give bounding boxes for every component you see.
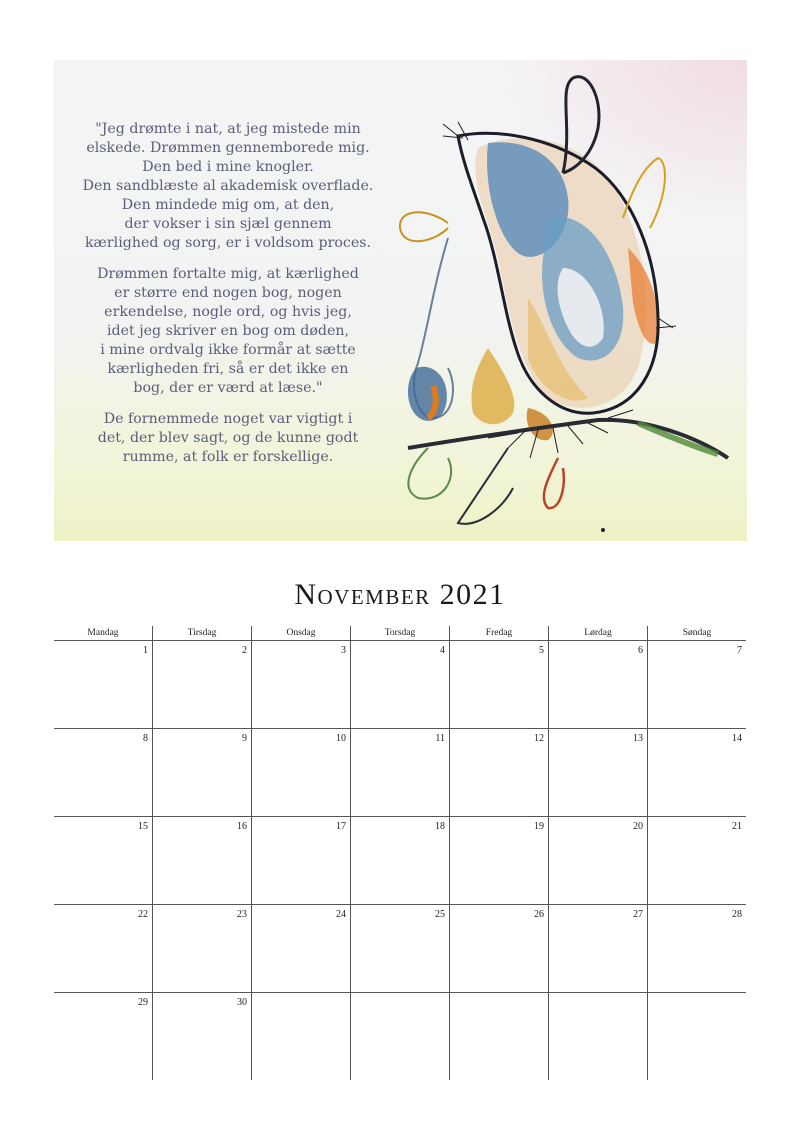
quote-line: bog, der er værd at læse."	[133, 380, 323, 396]
day-number: 17	[336, 821, 346, 832]
day-number: 27	[633, 909, 643, 920]
day-number: 10	[336, 733, 346, 744]
day-cell	[548, 641, 647, 728]
poem-quote	[70, 120, 386, 479]
day-number: 3	[341, 645, 346, 656]
day-cell	[251, 993, 350, 1080]
day-cell	[251, 905, 350, 992]
quote-line: "Jeg drømte i nat, at jeg mistede min	[95, 121, 361, 137]
weekday-label: Fredag	[449, 626, 548, 640]
day-cell	[647, 817, 746, 904]
quote-paragraph-3	[70, 410, 386, 467]
day-cell	[647, 993, 746, 1080]
day-cell	[54, 993, 152, 1080]
quote-paragraph-1	[70, 120, 386, 253]
day-cell	[449, 817, 548, 904]
quote-line: det, der blev sagt, og de kunne godt	[97, 430, 359, 446]
day-cell	[449, 905, 548, 992]
weekday-label: Søndag	[647, 626, 746, 640]
day-cell	[152, 641, 251, 728]
day-cell	[548, 729, 647, 816]
day-cell	[152, 993, 251, 1080]
day-number: 29	[138, 997, 148, 1008]
day-cell	[350, 817, 449, 904]
week-row	[54, 993, 746, 1080]
day-cell	[251, 641, 350, 728]
quote-line: rumme, at folk er forskellige.	[122, 449, 334, 465]
day-number: 13	[633, 733, 643, 744]
week-row	[54, 817, 746, 905]
day-number: 20	[633, 821, 643, 832]
calendar-body	[54, 640, 746, 1080]
day-cell	[152, 905, 251, 992]
quote-line: Drømmen fortalte mig, at kærlighed	[97, 266, 359, 282]
day-cell	[449, 641, 548, 728]
day-cell	[647, 641, 746, 728]
weekday-label: Lørdag	[548, 626, 647, 640]
day-number: 18	[435, 821, 445, 832]
quote-line: der vokser i sin sjæl gennem	[124, 216, 332, 232]
day-number: 9	[242, 733, 247, 744]
week-row	[54, 729, 746, 817]
calendar-grid	[54, 626, 746, 1080]
day-cell	[251, 729, 350, 816]
day-number: 2	[242, 645, 247, 656]
day-number: 14	[732, 733, 742, 744]
day-number: 5	[539, 645, 544, 656]
day-cell	[350, 905, 449, 992]
week-row	[54, 641, 746, 729]
day-cell	[54, 641, 152, 728]
day-cell	[350, 729, 449, 816]
quote-line: idet jeg skriver en bog om døden,	[106, 323, 350, 339]
day-cell	[251, 817, 350, 904]
day-number: 7	[737, 645, 742, 656]
weekday-header	[54, 626, 746, 640]
ink-watercolor-bird-painting	[388, 68, 748, 538]
day-number: 15	[138, 821, 148, 832]
day-cell	[152, 729, 251, 816]
day-cell	[449, 729, 548, 816]
weekday-label: Onsdag	[251, 626, 350, 640]
week-row	[54, 905, 746, 993]
day-cell	[350, 993, 449, 1080]
day-number: 1	[143, 645, 148, 656]
day-number: 28	[732, 909, 742, 920]
day-number: 6	[638, 645, 643, 656]
day-number: 4	[440, 645, 445, 656]
day-cell	[54, 817, 152, 904]
quote-line: Den bed i mine knogler.	[142, 159, 314, 175]
day-cell	[647, 905, 746, 992]
day-number: 30	[237, 997, 247, 1008]
day-cell	[152, 817, 251, 904]
day-cell	[350, 641, 449, 728]
day-cell	[54, 905, 152, 992]
day-number: 24	[336, 909, 346, 920]
day-cell	[54, 729, 152, 816]
day-number: 26	[534, 909, 544, 920]
day-cell	[548, 817, 647, 904]
day-cell	[647, 729, 746, 816]
quote-line: i mine ordvalg ikke formår at sætte	[100, 342, 356, 358]
weekday-label: Torsdag	[350, 626, 449, 640]
quote-line: Den mindede mig om, at den,	[121, 197, 335, 213]
day-number: 22	[138, 909, 148, 920]
quote-line: erkendelse, nogle ord, og hvis jeg,	[104, 304, 352, 320]
day-number: 21	[732, 821, 742, 832]
weekday-label: Mandag	[87, 628, 119, 638]
weekday-label: Tirsdag	[152, 626, 251, 640]
day-number: 25	[435, 909, 445, 920]
quote-line: elskede. Drømmen gennemborede mig.	[86, 140, 370, 156]
quote-line: Den sandblæste al akademisk overflade.	[82, 178, 374, 194]
day-number: 11	[435, 733, 445, 744]
day-cell	[548, 993, 647, 1080]
day-number: 16	[237, 821, 247, 832]
quote-line: kærligheden fri, så er det ikke en	[107, 361, 349, 377]
day-number: 8	[143, 733, 148, 744]
quote-line: De fornemmede noget var vigtigt i	[103, 411, 353, 427]
day-number: 23	[237, 909, 247, 920]
day-number: 12	[534, 733, 544, 744]
month-title: November 2021	[294, 578, 506, 611]
day-cell	[449, 993, 548, 1080]
day-cell	[548, 905, 647, 992]
day-number: 19	[534, 821, 544, 832]
quote-line: er større end nogen bog, nogen	[114, 285, 342, 301]
quote-line: kærlighed og sorg, er i voldsom proces.	[84, 235, 372, 251]
quote-paragraph-2	[70, 265, 386, 398]
